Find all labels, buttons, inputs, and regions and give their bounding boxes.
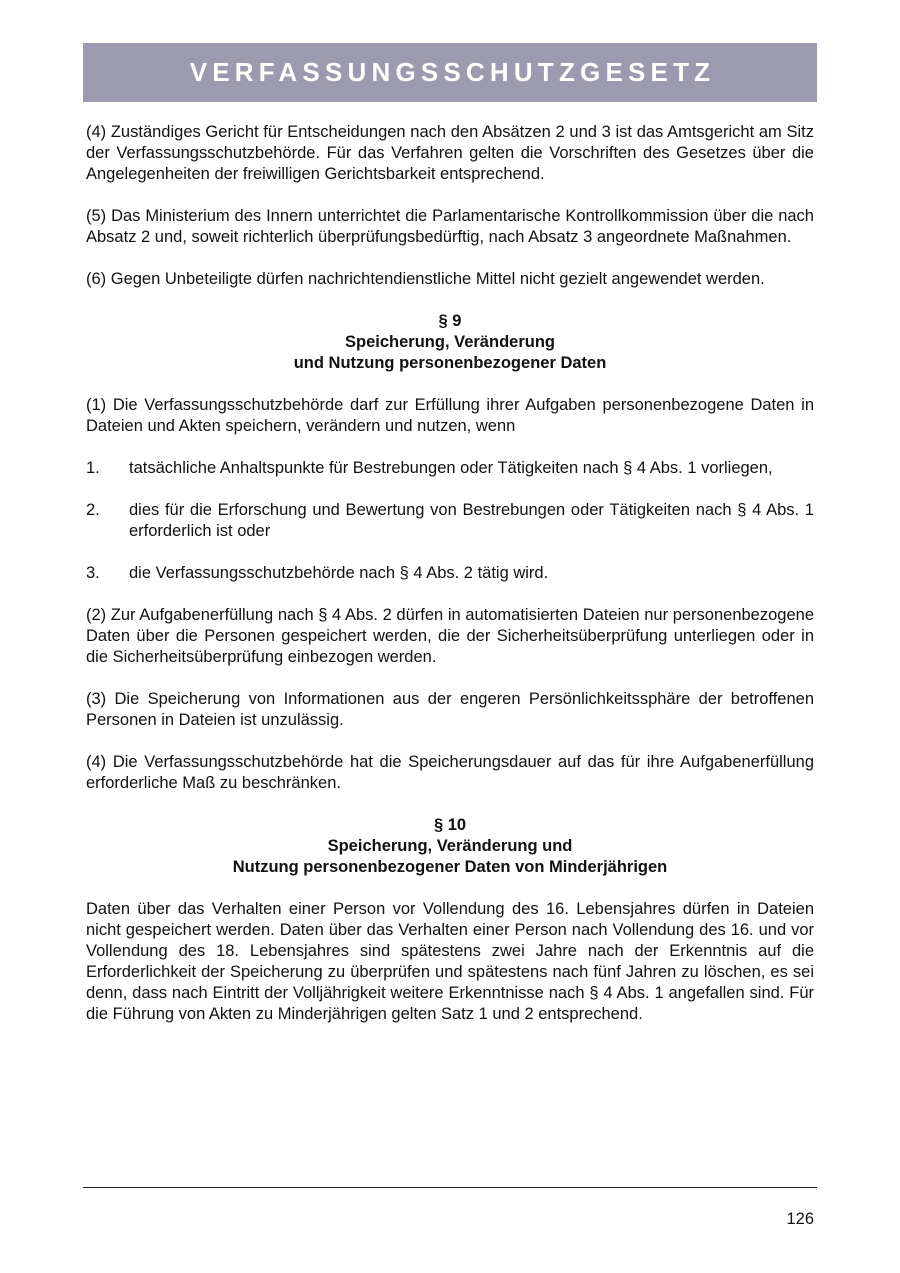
section-9-title-line1: Speicherung, Veränderung <box>345 333 555 351</box>
document-body <box>86 122 814 1046</box>
list-item-number: 1. <box>86 459 100 477</box>
section-10-title-line2: Nutzung personenbezogener Daten von Minderjährigen <box>232 858 668 876</box>
list-item-number: 2. <box>86 501 100 519</box>
section-10-title-line1: Speicherung, Veränderung und <box>327 837 573 855</box>
header-bar <box>83 43 817 102</box>
paragraph-8-6: (6) Gegen Unbeteiligte dürfen nachrichtendienstliche Mittel nicht gezielt angewendet werden. <box>86 270 765 288</box>
list-item-text: die Verfassungsschutzbehörde nach § 4 Abs. 2 tätig wird. <box>129 564 549 582</box>
page-title: VERFASSUNGSSCHUTZGESETZ <box>189 57 716 87</box>
section-10-number: § 10 <box>433 816 467 834</box>
list-item-number: 3. <box>86 564 100 582</box>
paragraph-9-3: (3) Die Speicherung von Informationen aus der engeren Persönlichkeitssphäre der betroffenen Personen in Dateien ist unzulässig. <box>86 690 814 729</box>
footer-divider <box>83 1187 817 1188</box>
paragraph-10-1: Daten über das Verhalten einer Person vor Vollendung des 16. Lebensjahres dürfen in Dateien nicht gespeichert werden. Daten über das Verhalten einer Person nach Vollendung des 16. und vor Vollendung des 18. Lebensjahres sind spätestens zwei Jahre nach der Erkenntnis auf die Erforderlichkeit der Speicherung zu überprüfen und spätestens nach fünf Jahren zu löschen, es sei denn, dass nach Eintritt der Volljährigkeit weitere Erkenntnisse nach § 4 Abs. 1 angefallen sind. Für die Führung von Akten zu Minderjährigen gelten Satz 1 und 2 entsprechend. <box>86 900 814 1023</box>
list-item <box>86 500 814 542</box>
list-item <box>86 563 814 584</box>
paragraph-8-4: (4) Zuständiges Gericht für Entscheidungen nach den Absätzen 2 und 3 ist das Amtsgericht am Sitz der Verfassungsschutzbehörde. Für das Verfahren gelten die Vorschriften des Gesetzes über die Angelegenheiten der freiwilligen Gerichtsbarkeit entsprechend. <box>86 123 814 183</box>
list-item <box>86 458 814 479</box>
section-10-heading <box>86 815 814 878</box>
list-item-text: tatsächliche Anhaltspunkte für Bestrebungen oder Tätigkeiten nach § 4 Abs. 1 vorliegen, <box>129 459 773 477</box>
paragraph-8-5: (5) Das Ministerium des Innern unterrichtet die Parlamentarische Kontrollkommission über die nach Absatz 2 und, soweit richterlich überprüfungsbedürftig, nach Absatz 3 angeordnete Maßnahmen. <box>86 207 814 246</box>
paragraph-9-2: (2) Zur Aufgabenerfüllung nach § 4 Abs. 2 dürfen in automatisierten Dateien nur personenbezogene Daten über die Personen gespeichert werden, die der Sicherheitsüberprüfung unterliegen oder in die Sicherheitsüberprüfung einbezogen werden. <box>86 606 814 666</box>
page-number: 126 <box>786 1210 814 1228</box>
list-item-text: dies für die Erforschung und Bewertung von Bestrebungen oder Tätigkeiten nach § 4 Abs. 1 erforderlich ist oder <box>129 501 814 540</box>
section-9-heading <box>86 311 814 374</box>
section-9-title-line2: und Nutzung personenbezogener Daten <box>293 354 607 372</box>
paragraph-9-4: (4) Die Verfassungsschutzbehörde hat die Speicherungsdauer auf das für ihre Aufgabenerfüllung erforderliche Maß zu beschränken. <box>86 753 814 792</box>
paragraph-9-1: (1) Die Verfassungsschutzbehörde darf zur Erfüllung ihrer Aufgaben personenbezogene Daten in Dateien und Akten speichern, verändern und nutzen, wenn <box>86 396 814 435</box>
section-9-number: § 9 <box>438 312 462 330</box>
